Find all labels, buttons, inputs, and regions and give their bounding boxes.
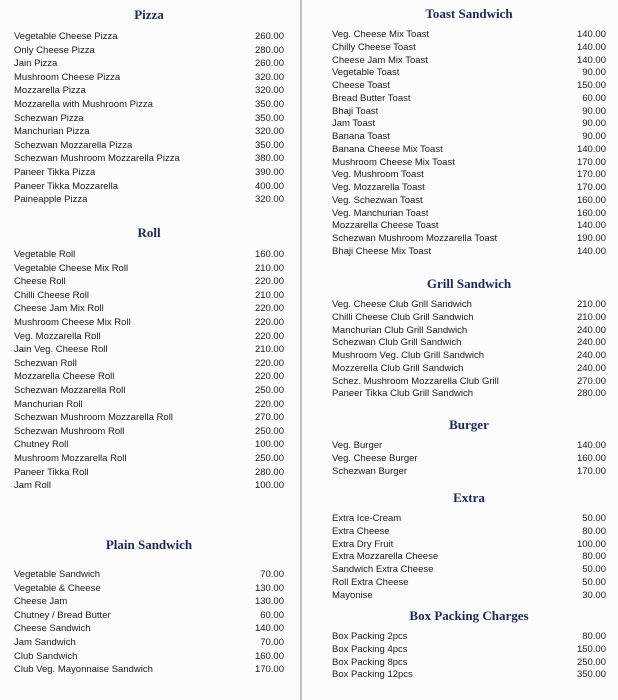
menu-item bbox=[332, 144, 606, 157]
menu-item bbox=[332, 453, 606, 466]
menu-item-name: Box Packing 4pcs bbox=[332, 643, 408, 655]
menu-item bbox=[14, 275, 284, 289]
menu-item-name: Schezwan Mushroom Mozzarella Roll bbox=[14, 412, 173, 424]
menu-item-price: 60.00 bbox=[260, 609, 284, 621]
roll-section bbox=[14, 224, 284, 493]
menu-item bbox=[14, 248, 284, 262]
menu-item-name: Paneer Tikka Mozzarella bbox=[14, 180, 119, 192]
menu-item-name: Schezwan Pizza bbox=[14, 112, 84, 124]
menu-item bbox=[332, 350, 606, 363]
menu-item-price: 220.00 bbox=[254, 398, 284, 410]
menu-item-name: Cheese Jam bbox=[14, 596, 68, 608]
menu-item-name: Chutney Roll bbox=[14, 439, 69, 451]
menu-item-price: 350.00 bbox=[576, 669, 606, 681]
menu-item bbox=[14, 398, 284, 412]
menu-item-name: Chilli Cheese Club Grill Sandwich bbox=[332, 311, 474, 323]
menu-item-price: 280.00 bbox=[254, 44, 284, 56]
menu-item-price: 90.00 bbox=[582, 131, 606, 142]
menu-item-price: 380.00 bbox=[254, 153, 284, 165]
menu-item-price: 210.00 bbox=[254, 262, 284, 274]
menu-item-name: Manchurian Pizza bbox=[14, 126, 90, 138]
menu-item-name: Mozzerella Club Grill Sandwich bbox=[332, 362, 464, 374]
menu-item-name: Roll Extra Cheese bbox=[332, 576, 409, 588]
menu-item-name: Mushroom Cheese Mix Roll bbox=[14, 316, 131, 328]
menu-item-name: Vegetable Roll bbox=[14, 249, 76, 260]
menu-item-name: Schez. Mushroom Mozzarella Club Grill bbox=[332, 375, 499, 387]
section-heading: Burger bbox=[449, 417, 489, 432]
menu-item-name: Veg. Mushroom Toast bbox=[332, 169, 424, 181]
menu-item-price: 250.00 bbox=[254, 425, 284, 437]
menu-item bbox=[14, 479, 284, 493]
menu-item-name: Vegetable Cheese Pizza bbox=[14, 31, 118, 42]
menu-item bbox=[14, 622, 284, 636]
menu-item bbox=[332, 631, 606, 644]
menu-item-price: 220.00 bbox=[254, 276, 284, 288]
menu-item-price: 240.00 bbox=[576, 324, 606, 336]
menu-item-price: 320.00 bbox=[254, 194, 284, 206]
menu-item-price: 100.00 bbox=[576, 538, 606, 550]
menu-item-name: Paneer Tikka Roll bbox=[14, 466, 89, 478]
menu-item bbox=[14, 466, 284, 480]
menu-item bbox=[332, 246, 606, 259]
menu-item-price: 170.00 bbox=[254, 664, 284, 676]
menu-item bbox=[14, 302, 284, 316]
menu-item-price: 250.00 bbox=[254, 384, 284, 396]
menu-item bbox=[14, 112, 284, 126]
menu-item-name: Bhaji Cheese Mix Toast bbox=[332, 245, 432, 257]
menu-item bbox=[332, 93, 606, 106]
menu-item-name: Mozzarella with Mushroom Pizza bbox=[14, 98, 153, 110]
menu-item-name: Only Cheese Pizza bbox=[14, 44, 95, 56]
menu-item bbox=[332, 388, 606, 401]
menu-item-price: 140.00 bbox=[576, 440, 606, 451]
section-heading: Toast Sandwich bbox=[425, 6, 513, 21]
menu-item-name: Banana Toast bbox=[332, 131, 390, 142]
menu-item-name: Bhaji Toast bbox=[332, 105, 379, 117]
burger-section bbox=[332, 416, 606, 478]
menu-item bbox=[332, 220, 606, 233]
menu-item bbox=[332, 539, 606, 552]
menu-item-name: Mozzarella Pizza bbox=[14, 85, 86, 97]
menu-item bbox=[14, 180, 284, 194]
menu-item bbox=[14, 30, 284, 44]
menu-item-name: Veg. Cheese Mix Toast bbox=[332, 29, 429, 40]
menu-item bbox=[14, 663, 284, 677]
section-heading: Box Packing Charges bbox=[409, 608, 529, 623]
menu-item-price: 350.00 bbox=[254, 139, 284, 151]
menu-item-price: 320.00 bbox=[254, 126, 284, 138]
menu-item-price: 140.00 bbox=[576, 143, 606, 155]
menu-item bbox=[332, 564, 606, 577]
menu-item-price: 160.00 bbox=[576, 207, 606, 219]
menu-item-price: 270.00 bbox=[576, 375, 606, 387]
menu-item-name: Cheese Jam Mix Roll bbox=[14, 303, 104, 315]
menu-item-name: Jam Sandwich bbox=[14, 636, 76, 648]
menu-item-price: 220.00 bbox=[254, 371, 284, 383]
menu-item-price: 100.00 bbox=[254, 480, 284, 492]
section-heading: Extra bbox=[453, 490, 485, 505]
menu-item-price: 250.00 bbox=[576, 656, 606, 668]
menu-item bbox=[14, 166, 284, 180]
menu-item-name: Sandwich Extra Cheese bbox=[332, 564, 434, 575]
menu-item bbox=[14, 84, 284, 98]
menu-item-price: 130.00 bbox=[254, 596, 284, 608]
menu-item-name: Veg. Mozzarella Toast bbox=[332, 182, 425, 193]
menu-item-price: 170.00 bbox=[576, 169, 606, 181]
menu-item-name: Veg. Cheese Burger bbox=[332, 452, 418, 464]
menu-item-name: Mushroom Mozzarella Roll bbox=[14, 452, 127, 464]
menu-item bbox=[332, 440, 606, 453]
menu-item bbox=[14, 152, 284, 166]
menu-item bbox=[332, 169, 606, 182]
menu-item-name: Vegetable Sandwich bbox=[14, 569, 101, 580]
menu-item-price: 140.00 bbox=[576, 54, 606, 66]
menu-item-price: 350.00 bbox=[254, 112, 284, 124]
menu-item-price: 140.00 bbox=[576, 220, 606, 232]
menu-item bbox=[332, 118, 606, 131]
menu-item-name: Vegetable Cheese Mix Roll bbox=[14, 262, 129, 274]
menu-item-name: Vegetable & Cheese bbox=[14, 582, 101, 594]
menu-item-price: 90.00 bbox=[582, 105, 606, 117]
menu-item-price: 170.00 bbox=[576, 182, 606, 193]
menu-item-price: 160.00 bbox=[576, 194, 606, 206]
menu-item bbox=[332, 669, 606, 682]
menu-item bbox=[332, 131, 606, 144]
menu-item-name: Paneer Tikka Club Grill Sandwich bbox=[332, 388, 473, 400]
menu-item bbox=[332, 644, 606, 657]
menu-item-name: Vegetable Toast bbox=[332, 67, 400, 79]
menu-item-name: Extra Ice-Cream bbox=[332, 513, 402, 524]
menu-item bbox=[14, 582, 284, 596]
menu-item-price: 50.00 bbox=[582, 513, 606, 524]
menu-item-price: 210.00 bbox=[576, 311, 606, 323]
menu-item-price: 220.00 bbox=[254, 357, 284, 369]
menu-item bbox=[332, 29, 606, 42]
menu-item bbox=[332, 376, 606, 389]
menu-item-name: Banana Cheese Mix Toast bbox=[332, 143, 443, 155]
menu-item bbox=[14, 57, 284, 71]
menu-item-price: 160.00 bbox=[254, 249, 284, 260]
menu-item-name: Manchurian Roll bbox=[14, 398, 83, 410]
section-heading: Pizza bbox=[134, 7, 164, 22]
menu-item-price: 220.00 bbox=[254, 330, 284, 342]
menu-item-price: 220.00 bbox=[254, 303, 284, 315]
menu-item bbox=[332, 526, 606, 539]
menu-item-name: Schezwan Club Grill Sandwich bbox=[332, 337, 462, 349]
menu-item bbox=[332, 80, 606, 93]
menu-item-price: 150.00 bbox=[576, 643, 606, 655]
menu-item-name: Mozzarella Cheese Toast bbox=[332, 220, 439, 232]
menu-item bbox=[332, 55, 606, 68]
menu-item-price: 350.00 bbox=[254, 98, 284, 110]
menu-item bbox=[14, 193, 284, 207]
menu-item bbox=[14, 44, 284, 58]
menu-item-name: Mozzarella Cheese Roll bbox=[14, 371, 115, 383]
pizza-section bbox=[14, 6, 284, 207]
menu-item bbox=[14, 125, 284, 139]
menu-item bbox=[14, 595, 284, 609]
menu-item-price: 260.00 bbox=[254, 58, 284, 70]
menu-item-price: 160.00 bbox=[254, 650, 284, 662]
menu-item-name: Manchurian Club Grill Sandwich bbox=[332, 324, 468, 336]
menu-item bbox=[332, 208, 606, 221]
section-heading: Grill Sandwich bbox=[426, 276, 512, 291]
menu-item-price: 210.00 bbox=[254, 289, 284, 301]
menu-item bbox=[14, 636, 284, 650]
menu-item bbox=[332, 325, 606, 338]
menu-item-name: Cheese Toast bbox=[332, 80, 390, 91]
menu-item-price: 190.00 bbox=[576, 233, 606, 244]
menu-item-name: Mushroom Cheese Mix Toast bbox=[332, 156, 455, 168]
menu-item bbox=[332, 590, 606, 603]
menu-item-name: Schezwan Mozzarella Roll bbox=[14, 384, 126, 396]
menu-item-price: 80.00 bbox=[582, 525, 606, 537]
menu-item bbox=[332, 513, 606, 526]
menu-item-price: 150.00 bbox=[576, 80, 606, 91]
menu-item bbox=[332, 337, 606, 350]
menu-item-price: 50.00 bbox=[582, 564, 606, 575]
menu-item bbox=[14, 316, 284, 330]
menu-item-name: Box Packing 12pcs bbox=[332, 669, 413, 681]
menu-item-name: Box Packing 2pcs bbox=[332, 631, 408, 642]
toast-sandwich-section bbox=[332, 5, 606, 259]
menu-item-name: Club Veg. Mayonnaise Sandwich bbox=[14, 664, 153, 676]
menu-item bbox=[14, 289, 284, 303]
menu-item-name: Schezwan Roll bbox=[14, 357, 77, 369]
menu-item bbox=[332, 233, 606, 246]
menu-item-price: 220.00 bbox=[254, 316, 284, 328]
menu-item bbox=[14, 452, 284, 466]
menu-item-price: 240.00 bbox=[576, 362, 606, 374]
menu-item bbox=[332, 657, 606, 670]
menu-item-price: 80.00 bbox=[582, 631, 606, 642]
menu-item bbox=[14, 330, 284, 344]
menu-item-name: Jam Roll bbox=[14, 480, 51, 492]
menu-item-price: 280.00 bbox=[254, 466, 284, 478]
menu-item bbox=[332, 299, 606, 312]
menu-item-name: Extra Dry Fruit bbox=[332, 538, 394, 550]
menu-item-price: 30.00 bbox=[582, 589, 606, 601]
menu-item-price: 140.00 bbox=[576, 29, 606, 40]
menu-item-price: 280.00 bbox=[576, 388, 606, 400]
menu-item-price: 210.00 bbox=[576, 299, 606, 310]
menu-item-price: 170.00 bbox=[576, 156, 606, 168]
menu-item bbox=[14, 650, 284, 664]
menu-item bbox=[332, 195, 606, 208]
menu-item-name: Chilli Cheese Roll bbox=[14, 289, 89, 301]
menu-item-name: Extra Mozzarella Cheese bbox=[332, 551, 439, 563]
menu-item bbox=[332, 363, 606, 376]
menu-item-price: 210.00 bbox=[254, 344, 284, 356]
menu-item bbox=[14, 411, 284, 425]
menu-item bbox=[14, 98, 284, 112]
menu-item-name: Mayonise bbox=[332, 589, 373, 601]
menu-item-price: 140.00 bbox=[576, 245, 606, 257]
menu-item-name: Jain Pizza bbox=[14, 58, 58, 70]
menu-item-name: Chilly Cheese Toast bbox=[332, 41, 416, 53]
menu-item-price: 90.00 bbox=[582, 118, 606, 130]
menu-item-name: Schezwan Burger bbox=[332, 465, 407, 477]
menu-item-price: 140.00 bbox=[576, 41, 606, 53]
menu-item-name: Schezwan Mushroom Mozzarella Pizza bbox=[14, 153, 180, 165]
menu-item-price: 240.00 bbox=[576, 350, 606, 361]
section-heading: Plain Sandwich bbox=[105, 537, 193, 552]
menu-item-price: 70.00 bbox=[260, 569, 284, 580]
menu-item bbox=[332, 466, 606, 479]
menu-item-name: Schezwan Mozzarella Pizza bbox=[14, 139, 133, 151]
menu-item-name: Veg. Mozzarella Roll bbox=[14, 330, 101, 342]
menu-item-name: Veg. Cheese Club Grill Sandwich bbox=[332, 299, 472, 310]
menu-item-price: 270.00 bbox=[254, 412, 284, 424]
grill-sandwich-section bbox=[332, 275, 606, 401]
menu-item bbox=[14, 357, 284, 371]
menu-item-price: 80.00 bbox=[582, 551, 606, 563]
menu-item-name: Club Sandwich bbox=[14, 650, 78, 662]
column-divider bbox=[300, 0, 302, 700]
menu-item-price: 170.00 bbox=[576, 465, 606, 477]
menu-item bbox=[332, 106, 606, 119]
menu-item-name: Cheese Jam Mix Toast bbox=[332, 54, 428, 66]
menu-item bbox=[332, 182, 606, 195]
menu-item bbox=[332, 551, 606, 564]
menu-item-name: Jain Veg. Cheese Roll bbox=[14, 344, 108, 356]
extra-section bbox=[332, 489, 606, 602]
menu-item-name: Paineapple Pizza bbox=[14, 194, 88, 206]
menu-item-price: 400.00 bbox=[254, 180, 284, 192]
menu-item-name: Schezwan Mushroom Roll bbox=[14, 425, 125, 437]
menu-item-name: Veg. Burger bbox=[332, 440, 383, 451]
menu-item-price: 90.00 bbox=[582, 67, 606, 79]
menu-item bbox=[14, 262, 284, 276]
menu-item-price: 50.00 bbox=[582, 576, 606, 588]
section-heading: Roll bbox=[137, 225, 161, 240]
menu-item-name: Chutney / Bread Butter bbox=[14, 609, 111, 621]
menu-item-price: 60.00 bbox=[582, 92, 606, 104]
menu-item-name: Cheese Sandwich bbox=[14, 623, 91, 635]
menu-item-price: 320.00 bbox=[254, 85, 284, 97]
menu-item-price: 260.00 bbox=[254, 31, 284, 42]
menu-item-name: Mushroom Veg. Club Grill Sandwich bbox=[332, 350, 485, 361]
menu-item bbox=[14, 609, 284, 623]
menu-item-name: Veg. Schezwan Toast bbox=[332, 194, 423, 206]
menu-item bbox=[14, 370, 284, 384]
menu-item-price: 320.00 bbox=[254, 71, 284, 83]
menu-item-price: 70.00 bbox=[260, 636, 284, 648]
box-packing-section bbox=[332, 607, 606, 682]
plain-sandwich-section bbox=[14, 536, 284, 677]
menu-item-name: Veg. Manchurian Toast bbox=[332, 207, 429, 219]
menu-item bbox=[14, 438, 284, 452]
menu-item bbox=[332, 157, 606, 170]
menu-item bbox=[14, 425, 284, 439]
menu-item-name: Paneer Tikka Pizza bbox=[14, 166, 96, 178]
menu-item-price: 140.00 bbox=[254, 623, 284, 635]
menu-item-price: 130.00 bbox=[254, 582, 284, 594]
menu-item bbox=[332, 67, 606, 80]
menu-item bbox=[14, 71, 284, 85]
menu-item bbox=[14, 139, 284, 153]
menu-item bbox=[332, 42, 606, 55]
menu-item-name: Box Packing 8pcs bbox=[332, 656, 408, 668]
menu-item-name: Schezwan Mushroom Mozzarella Toast bbox=[332, 233, 498, 244]
menu-item-price: 100.00 bbox=[254, 439, 284, 451]
menu-item-name: Cheese Roll bbox=[14, 276, 66, 288]
menu-item bbox=[332, 312, 606, 325]
menu-item-price: 160.00 bbox=[576, 452, 606, 464]
menu-item-name: Mushroom Cheese Pizza bbox=[14, 71, 121, 83]
menu-item-name: Jam Toast bbox=[332, 118, 376, 130]
menu-item-price: 240.00 bbox=[576, 337, 606, 349]
menu-item bbox=[14, 343, 284, 357]
menu-item-price: 250.00 bbox=[254, 452, 284, 464]
menu-item-name: Extra Cheese bbox=[332, 525, 390, 537]
menu-item-name: Bread Butter Toast bbox=[332, 92, 411, 104]
menu-item bbox=[14, 384, 284, 398]
menu-item-price: 390.00 bbox=[254, 166, 284, 178]
menu-item bbox=[14, 568, 284, 582]
menu-item bbox=[332, 577, 606, 590]
